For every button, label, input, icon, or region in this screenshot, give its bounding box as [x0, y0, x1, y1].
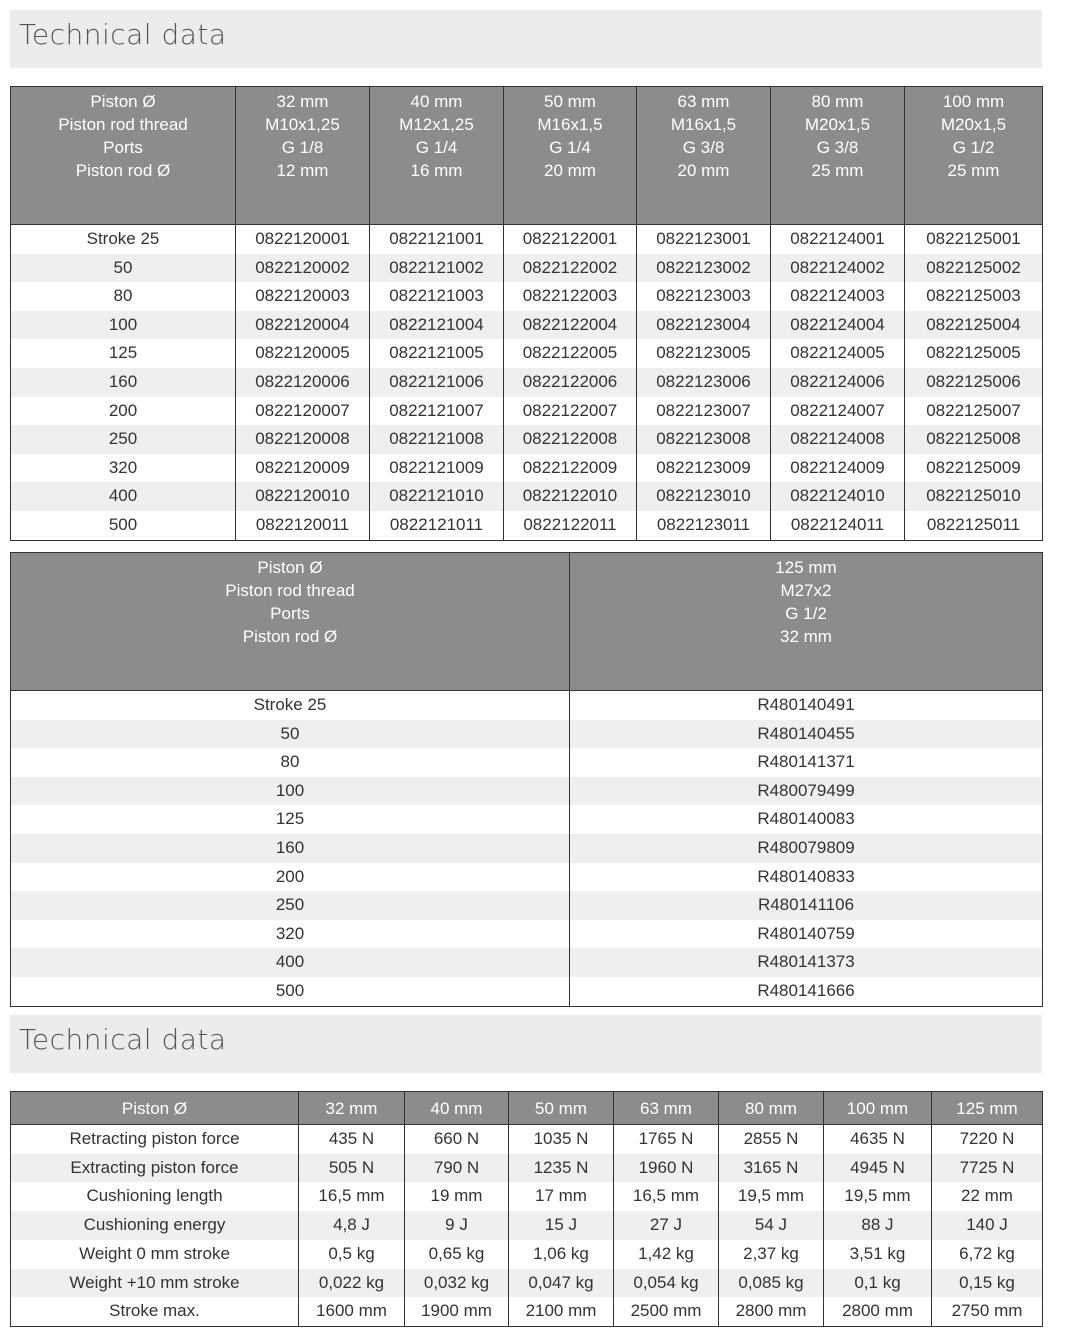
part-number-cell: 0822120001 [236, 225, 370, 254]
value-cell: 17 mm [509, 1182, 614, 1211]
value-cell: 4,8 J [299, 1211, 405, 1240]
part-number-cell: 0822125002 [905, 254, 1043, 283]
column-header: 63 mm [614, 1092, 719, 1125]
header-spec-cell [504, 87, 637, 225]
part-number-cell: 0822122008 [504, 425, 637, 454]
spec-ports: G 1/2 [785, 604, 827, 623]
part-number-cell: 0822120003 [236, 282, 370, 311]
part-number-cell: R480140759 [570, 920, 1043, 949]
row-label: Weight 0 mm stroke [11, 1240, 299, 1269]
part-number-cell: 0822123001 [637, 225, 771, 254]
value-cell: 3165 N [719, 1154, 824, 1183]
part-number-cell: R480079809 [570, 834, 1043, 863]
value-cell: 16,5 mm [614, 1182, 719, 1211]
column-header: 80 mm [719, 1092, 824, 1125]
spec-rod: 25 mm [811, 161, 864, 180]
spec-piston: 125 mm [775, 558, 837, 577]
spec-piston: 80 mm [811, 92, 864, 111]
header-label: Ports [270, 604, 310, 623]
row-label: Weight +10 mm stroke [11, 1269, 299, 1298]
value-cell: 2,37 kg [719, 1240, 824, 1269]
header-label: Piston rod Ø [242, 627, 338, 646]
part-number-cell: 0822121003 [370, 282, 504, 311]
table-header-row [11, 1092, 1043, 1125]
stroke-cell: 80 [11, 282, 236, 311]
part-number-cell: 0822123004 [637, 311, 771, 340]
table-row [11, 805, 1043, 834]
value-cell: 0,047 kg [509, 1269, 614, 1298]
row-label: Stroke max. [11, 1297, 299, 1326]
spec-thread: M10x1,25 [265, 115, 340, 134]
value-cell: 15 J [509, 1211, 614, 1240]
value-cell: 0,1 kg [824, 1269, 932, 1298]
part-number-cell: 0822124009 [771, 454, 905, 483]
part-number-cell: R480141373 [570, 948, 1043, 977]
part-number-cell: 0822125001 [905, 225, 1043, 254]
value-cell: 2750 mm [932, 1297, 1043, 1326]
value-cell: 19,5 mm [719, 1182, 824, 1211]
value-cell: 2500 mm [614, 1297, 719, 1326]
part-number-cell: 0822123002 [637, 254, 771, 283]
value-cell: 19 mm [405, 1182, 509, 1211]
part-number-cell: R480079499 [570, 777, 1043, 806]
value-cell: 1235 N [509, 1154, 614, 1183]
table-row [11, 311, 1043, 340]
table-row [11, 482, 1043, 511]
header-label: Piston rod Ø [75, 161, 171, 180]
part-number-cell: 0822125005 [905, 339, 1043, 368]
part-number-cell: 0822124008 [771, 425, 905, 454]
table-row [11, 948, 1043, 977]
value-cell: 7220 N [932, 1125, 1043, 1154]
part-number-cell: 0822122003 [504, 282, 637, 311]
stroke-cell: 320 [11, 920, 570, 949]
value-cell: 9 J [405, 1211, 509, 1240]
table-row [11, 1154, 1043, 1183]
table-row [11, 282, 1043, 311]
spec-rod: 12 mm [276, 161, 329, 180]
value-cell: 0,054 kg [614, 1269, 719, 1298]
header-label-cell [11, 553, 570, 691]
part-number-cell: 0822121010 [370, 482, 504, 511]
spec-ports: G 3/8 [682, 138, 725, 157]
part-number-cell: 0822125007 [905, 397, 1043, 426]
part-number-cell: 0822125011 [905, 511, 1043, 540]
part-number-cell: 0822123009 [637, 454, 771, 483]
header-spec-cell [637, 87, 771, 225]
stroke-cell: 200 [11, 863, 570, 892]
section-header-2 [10, 1015, 1042, 1073]
stroke-cell: 50 [11, 254, 236, 283]
part-number-cell: 0822121008 [370, 425, 504, 454]
part-number-cell: 0822124006 [771, 368, 905, 397]
value-cell: 0,5 kg [299, 1240, 405, 1269]
value-cell: 88 J [824, 1211, 932, 1240]
part-number-cell: 0822121002 [370, 254, 504, 283]
part-number-cell: 0822123003 [637, 282, 771, 311]
part-number-cell: 0822122006 [504, 368, 637, 397]
part-number-cell: 0822124007 [771, 397, 905, 426]
value-cell: 1765 N [614, 1125, 719, 1154]
spec-rod: 20 mm [544, 161, 596, 180]
table-header-row [11, 553, 1043, 691]
part-number-cell: 0822122010 [504, 482, 637, 511]
value-cell: 1900 mm [405, 1297, 509, 1326]
column-header: 125 mm [932, 1092, 1043, 1125]
header-label: Piston Ø [11, 1092, 299, 1125]
part-number-cell: 0822121011 [370, 511, 504, 540]
part-number-cell: 0822121005 [370, 339, 504, 368]
value-cell: 19,5 mm [824, 1182, 932, 1211]
part-number-cell: 0822122001 [504, 225, 637, 254]
part-number-cell: 0822125010 [905, 482, 1043, 511]
value-cell: 0,032 kg [405, 1269, 509, 1298]
header-label-cell [11, 87, 236, 225]
stroke-cell: 400 [11, 482, 236, 511]
value-cell: 6,72 kg [932, 1240, 1043, 1269]
spec-piston: 63 mm [677, 92, 730, 111]
table-row [11, 748, 1043, 777]
stroke-cell: 100 [11, 311, 236, 340]
header-spec-cell [771, 87, 905, 225]
part-number-cell: 0822120008 [236, 425, 370, 454]
part-number-cell: 0822124004 [771, 311, 905, 340]
value-cell: 2800 mm [719, 1297, 824, 1326]
part-number-cell: 0822124003 [771, 282, 905, 311]
value-cell: 0,15 kg [932, 1269, 1043, 1298]
value-cell: 140 J [932, 1211, 1043, 1240]
value-cell: 0,022 kg [299, 1269, 405, 1298]
part-number-cell: R480140083 [570, 805, 1043, 834]
part-number-cell: 0822124010 [771, 482, 905, 511]
value-cell: 1600 mm [299, 1297, 405, 1326]
spec-piston: 40 mm [410, 92, 463, 111]
value-cell: 0,65 kg [405, 1240, 509, 1269]
value-cell: 2100 mm [509, 1297, 614, 1326]
table-row [11, 1182, 1043, 1211]
part-number-cell: 0822120004 [236, 311, 370, 340]
row-label: Retracting piston force [11, 1125, 299, 1154]
table-row [11, 368, 1043, 397]
table-row [11, 920, 1043, 949]
table-row [11, 511, 1043, 540]
part-number-cell: R480141106 [570, 891, 1043, 920]
column-header: 40 mm [405, 1092, 509, 1125]
table-row [11, 1269, 1043, 1298]
table-row [11, 777, 1043, 806]
table-row [11, 1297, 1043, 1326]
row-label: Cushioning length [11, 1182, 299, 1211]
spec-piston: 100 mm [942, 92, 1005, 111]
table-row [11, 339, 1043, 368]
part-number-cell: 0822122005 [504, 339, 637, 368]
value-cell: 660 N [405, 1125, 509, 1154]
section-title: Technical data [19, 18, 227, 51]
part-number-cell: 0822121006 [370, 368, 504, 397]
table-row [11, 977, 1043, 1006]
spec-rod: 25 mm [947, 161, 1000, 180]
part-number-cell: 0822120011 [236, 511, 370, 540]
column-header: 32 mm [299, 1092, 405, 1125]
part-number-cell: R480140455 [570, 720, 1043, 749]
part-number-cell: R480140491 [570, 691, 1043, 720]
spec-rod: 20 mm [677, 161, 730, 180]
spec-thread: M27x2 [780, 581, 832, 600]
stroke-cell: 160 [11, 834, 570, 863]
part-number-table-32-100 [10, 86, 1043, 541]
part-number-cell: 0822121007 [370, 397, 504, 426]
value-cell: 7725 N [932, 1154, 1043, 1183]
part-number-cell: 0822123005 [637, 339, 771, 368]
spec-rod: 32 mm [780, 627, 832, 646]
stroke-cell: 80 [11, 748, 570, 777]
table-row [11, 863, 1043, 892]
part-number-cell: R480141371 [570, 748, 1043, 777]
header-spec-cell [905, 87, 1043, 225]
part-number-cell: 0822125004 [905, 311, 1043, 340]
value-cell: 0,085 kg [719, 1269, 824, 1298]
value-cell: 2800 mm [824, 1297, 932, 1326]
part-number-cell: 0822123007 [637, 397, 771, 426]
spec-thread: M16x1,5 [537, 115, 603, 134]
value-cell: 27 J [614, 1211, 719, 1240]
table-header-row [11, 87, 1043, 225]
part-number-cell: 0822124011 [771, 511, 905, 540]
value-cell: 16,5 mm [299, 1182, 405, 1211]
column-header: 100 mm [824, 1092, 932, 1125]
table-row [11, 225, 1043, 254]
stroke-cell: 100 [11, 777, 570, 806]
stroke-cell: 500 [11, 977, 570, 1006]
technical-data-table [10, 1091, 1043, 1327]
part-number-cell: 0822124005 [771, 339, 905, 368]
table-row [11, 720, 1043, 749]
part-number-cell: 0822120006 [236, 368, 370, 397]
part-number-cell: 0822122007 [504, 397, 637, 426]
value-cell: 2855 N [719, 1125, 824, 1154]
table-row [11, 1240, 1043, 1269]
value-cell: 3,51 kg [824, 1240, 932, 1269]
part-number-cell: 0822120002 [236, 254, 370, 283]
part-number-cell: 0822121009 [370, 454, 504, 483]
part-number-cell: 0822122009 [504, 454, 637, 483]
stroke-cell: 125 [11, 339, 236, 368]
value-cell: 505 N [299, 1154, 405, 1183]
spec-thread: M20x1,5 [940, 115, 1007, 134]
value-cell: 1,06 kg [509, 1240, 614, 1269]
table-row [11, 691, 1043, 720]
table-row [11, 254, 1043, 283]
table-row [11, 454, 1043, 483]
row-label: Cushioning energy [11, 1211, 299, 1240]
part-number-cell: 0822120010 [236, 482, 370, 511]
spec-thread: M20x1,5 [804, 115, 871, 134]
part-number-cell: 0822123008 [637, 425, 771, 454]
part-number-cell: 0822124002 [771, 254, 905, 283]
part-number-cell: 0822125006 [905, 368, 1043, 397]
part-number-cell: 0822120009 [236, 454, 370, 483]
spec-rod: 16 mm [410, 161, 463, 180]
header-label: Piston rod thread [58, 115, 188, 134]
part-number-cell: 0822120007 [236, 397, 370, 426]
value-cell: 1960 N [614, 1154, 719, 1183]
value-cell: 54 J [719, 1211, 824, 1240]
header-label: Piston Ø [257, 558, 323, 577]
header-spec-cell [370, 87, 504, 225]
header-label: Piston rod thread [225, 581, 355, 600]
stroke-cell: 125 [11, 805, 570, 834]
part-number-cell: 0822122011 [504, 511, 637, 540]
stroke-cell: 400 [11, 948, 570, 977]
stroke-cell: Stroke 25 [11, 225, 236, 254]
part-number-cell: 0822123010 [637, 482, 771, 511]
stroke-cell: 250 [11, 425, 236, 454]
value-cell: 1,42 kg [614, 1240, 719, 1269]
part-number-cell: 0822120005 [236, 339, 370, 368]
part-number-cell: 0822123011 [637, 511, 771, 540]
value-cell: 435 N [299, 1125, 405, 1154]
value-cell: 4945 N [824, 1154, 932, 1183]
table-row [11, 397, 1043, 426]
spec-ports: G 1/4 [415, 138, 458, 157]
part-number-table-125 [10, 552, 1043, 1007]
table-row [11, 834, 1043, 863]
part-number-cell: 0822125008 [905, 425, 1043, 454]
spec-ports: G 3/8 [816, 138, 859, 157]
table-row [11, 425, 1043, 454]
stroke-cell: 200 [11, 397, 236, 426]
header-spec-cell [236, 87, 370, 225]
value-cell: 4635 N [824, 1125, 932, 1154]
spec-piston: 32 mm [276, 92, 329, 111]
part-number-cell: 0822125009 [905, 454, 1043, 483]
row-label: Extracting piston force [11, 1154, 299, 1183]
spec-ports: G 1/4 [549, 138, 591, 157]
stroke-cell: 500 [11, 511, 236, 540]
spec-thread: M12x1,25 [399, 115, 474, 134]
part-number-cell: 0822121004 [370, 311, 504, 340]
part-number-cell: 0822122004 [504, 311, 637, 340]
section-title: Technical data [19, 1023, 227, 1056]
stroke-cell: 250 [11, 891, 570, 920]
table-row [11, 891, 1043, 920]
part-number-cell: 0822123006 [637, 368, 771, 397]
stroke-cell: 320 [11, 454, 236, 483]
value-cell: 790 N [405, 1154, 509, 1183]
part-number-cell: 0822121001 [370, 225, 504, 254]
column-header: 50 mm [509, 1092, 614, 1125]
stroke-cell: Stroke 25 [11, 691, 570, 720]
spec-ports: G 1/2 [952, 138, 995, 157]
part-number-cell: 0822124001 [771, 225, 905, 254]
value-cell: 1035 N [509, 1125, 614, 1154]
part-number-cell: R480140833 [570, 863, 1043, 892]
header-label: Ports [103, 138, 143, 157]
value-cell: 22 mm [932, 1182, 1043, 1211]
spec-ports: G 1/8 [281, 138, 324, 157]
spec-piston: 50 mm [544, 92, 596, 111]
part-number-cell: 0822122002 [504, 254, 637, 283]
table-row [11, 1125, 1043, 1154]
table-row [11, 1211, 1043, 1240]
header-label: Piston Ø [90, 92, 156, 111]
part-number-cell: R480141666 [570, 977, 1043, 1006]
header-spec-cell [570, 553, 1043, 691]
stroke-cell: 160 [11, 368, 236, 397]
part-number-cell: 0822125003 [905, 282, 1043, 311]
section-header-1 [10, 10, 1042, 68]
stroke-cell: 50 [11, 720, 570, 749]
spec-thread: M16x1,5 [670, 115, 737, 134]
